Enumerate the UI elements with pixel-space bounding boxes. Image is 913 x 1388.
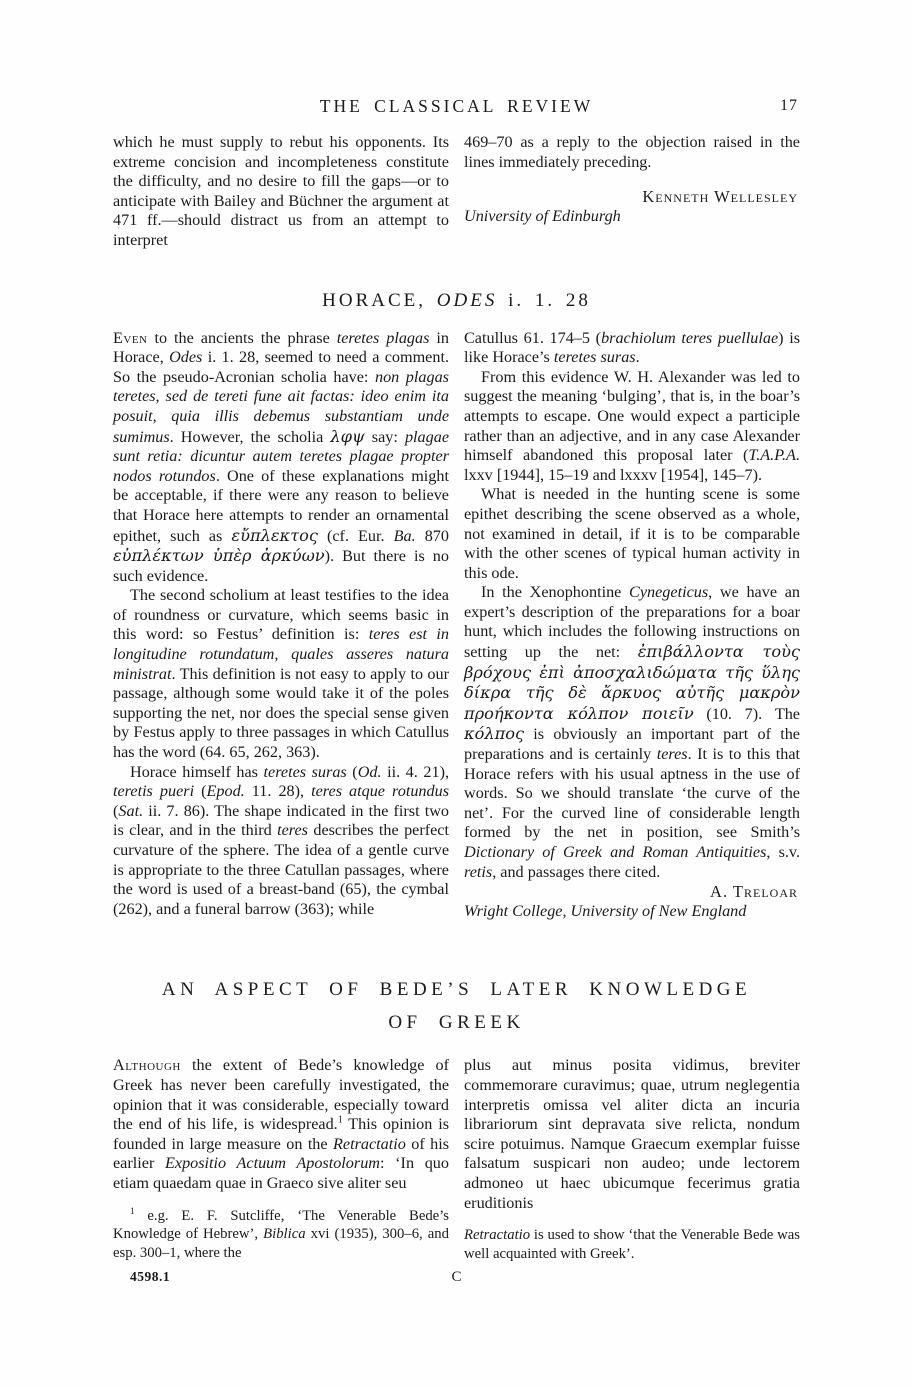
bede-left-column bbox=[113, 1056, 449, 1263]
text-run: is used to show ‘that the Venerable Bede was well acquainted with Greek’. bbox=[464, 1227, 800, 1262]
horace-paragraph-2 bbox=[113, 586, 449, 762]
wellesley-paragraph-left: which he must supply to rebut his opponents. Its extreme concision and incompleteness constitute the difficulty, and no desire to fill the gaps—or to anticipate with Bailey and Büchner the argument at 471 ff.—should distract us from an attempt to interpret bbox=[113, 133, 449, 249]
text-run: xvi (1935), 300–6, and esp. 300–1, where the bbox=[113, 1226, 449, 1261]
text-run: i. 1. 28, seemed to need a comment. So the pseudo-Acronian scholia have: bbox=[113, 348, 449, 386]
bede-paragraph-2: plus aut minus posita vidimus, breviter commemorare curavimus; quae, utrum neglegentia interpretis omissa vel aliter dicta an incuria librariorum sint depravata sive relicta, nondum scire potuimus. Namque Graecum exemplar fuisse falsatum suspicari non audeo; unde lectorem admoneo ut haec ubicumque fecerimus gratia eruditionis bbox=[464, 1056, 800, 1212]
text-run: to the ancients the phrase bbox=[147, 328, 337, 347]
print-signature: 4598.1 bbox=[130, 1268, 171, 1284]
horace-article-title bbox=[113, 290, 800, 312]
text-run: i. 1. 28 bbox=[497, 289, 591, 311]
text-run: 870 bbox=[415, 526, 449, 545]
text-run: , and passages there cited. bbox=[492, 862, 661, 881]
text-run: . bbox=[635, 348, 640, 367]
text-run: The second scholium at least testifies to the idea of roundness or curvature, which seems basic in this word: so Festus’ definition is: bbox=[113, 586, 449, 644]
text-run: 1 bbox=[337, 1114, 343, 1126]
text-run: . This definition is not easy to apply to our passage, although some would take it of the poles supporting the net, nor does the special sense given by Festus apply to three passages in which Catullus has the word (64. 65, 262, 363). bbox=[113, 664, 449, 762]
text-run: . However, the scholia bbox=[169, 427, 331, 446]
text-run: What is needed in the hunting scene is some epithet describing the scene observed as a whole, not examined in detail, if it is to be comparable with the other scenes of typical human activity in this ode. bbox=[464, 485, 800, 582]
text-run: Dictionary of Greek and Roman Antiquities bbox=[464, 843, 767, 861]
text-run: Retractatio bbox=[464, 1227, 531, 1244]
text-run: ( bbox=[346, 762, 358, 781]
text-run: In the Xenophontine bbox=[481, 583, 630, 602]
page-number: 17 bbox=[780, 97, 798, 114]
text-run: εὐπλέκτων ὑπὲρ ἀρκύων bbox=[113, 546, 325, 566]
text-run: From this evidence W. H. Alexander was led to suggest the meaning ‘bulging’, that is, in the boar’s attempts to escape. One would expect a participle rather than an adjective, and in any case Alexander himself abandoned this proposal later ( bbox=[464, 367, 800, 465]
text-run: teres est in longitudine rotundatum, quales asseres natura ministrat bbox=[113, 625, 449, 683]
text-run: of his earlier bbox=[113, 1134, 450, 1173]
text-run: lxxv [1944], 15–19 and lxxxv [1954], 145–7). bbox=[464, 465, 763, 484]
text-run: 1 bbox=[130, 1205, 135, 1216]
text-run: (10. 7). The bbox=[693, 704, 800, 723]
text-run: Odes bbox=[169, 348, 203, 367]
text-run: Sat. bbox=[118, 801, 144, 820]
text-run: Horace himself has bbox=[130, 762, 264, 781]
journal-title: THE CLASSICAL REVIEW bbox=[319, 96, 594, 116]
text-run: HORACE, bbox=[322, 289, 437, 311]
horace-article-body bbox=[113, 329, 800, 922]
wellesley-paragraph-right: 469–70 as a reply to the objection raised in the lines immediately preceding. bbox=[464, 133, 800, 171]
text-run: teretes suras bbox=[263, 762, 347, 781]
text-run: . It is to this that Horace refers with his usual aptness in the use of words. So we should translate ‘the curve of the net’. For the curved line of considerable length formed by the net in position, see Smith’s bbox=[464, 745, 800, 842]
bede-title-line2: OF GREEK bbox=[388, 1012, 525, 1034]
text-run: Biblica bbox=[263, 1226, 306, 1243]
text-run: Epod. bbox=[206, 782, 245, 801]
text-run: Od. bbox=[357, 762, 382, 781]
text-run: Cynegeticus bbox=[629, 583, 709, 602]
text-run: κόλπος bbox=[464, 724, 525, 744]
page-footer bbox=[113, 1269, 800, 1289]
text-run: Although bbox=[113, 1056, 181, 1075]
bede-article bbox=[113, 973, 800, 1263]
wellesley-article-end bbox=[113, 133, 800, 251]
text-run: : ‘In quo etiam quaedam quae in Graeco sive aliter seu bbox=[113, 1154, 449, 1192]
text-run: Expositio Actuum Apostolorum bbox=[165, 1154, 380, 1173]
horace-paragraph-5 bbox=[464, 368, 800, 486]
text-run: non plagas teretes, sed de tereti fune ait factas: ideo enim ita posuit, quia illis debemus substantiam unde sumimus bbox=[113, 367, 449, 446]
wellesley-right-column bbox=[464, 133, 800, 251]
text-run: ODES bbox=[436, 289, 498, 311]
text-run: ( bbox=[194, 782, 207, 801]
horace-article bbox=[113, 290, 800, 922]
text-run: describes the perfect curvature of the sphere. The idea of a gentle curve is appropriate to the three Catullan passages, where the word is used of a breast-band (65), the cymbal (262), and a funeral barrow (363); while bbox=[113, 821, 449, 918]
text-run: Ba. bbox=[393, 526, 416, 545]
text-run: Catullus 61. 174–5 ( bbox=[464, 328, 602, 347]
bede-footnote-left bbox=[113, 1207, 449, 1263]
text-run: teres bbox=[656, 745, 688, 764]
bede-article-title bbox=[113, 973, 800, 1039]
author-signature-wellesley: Kenneth Wellesley bbox=[642, 187, 798, 207]
text-run: plagae sunt retia: dicuntur autem teretes plagae propter nodos rotundos bbox=[113, 427, 450, 485]
bede-right-column bbox=[464, 1056, 800, 1263]
text-run: ii. 7. 86). The shape indicated in the first two is clear, and in the third bbox=[113, 801, 449, 840]
horace-paragraph-3 bbox=[113, 763, 449, 920]
text-run: εὔπλεκτος bbox=[231, 525, 318, 545]
text-run: ἐπιβάλλοντα τοὺς βρόχους ἐπὶ ἀποσχαλιδώματα τῆς ὕλης δίκρα τῆς δὲ ἄρκυος αὐτῆς μακρὸν προήκοντα κόλπον ποιεῖν bbox=[464, 642, 800, 723]
text-run: is obviously an important part of the preparations and is certainly bbox=[464, 725, 800, 764]
text-run: teres bbox=[277, 821, 308, 840]
text-run: , we have an expert’s description of the preparations for a boar hunt, which includes the following instructions on setting up the net: bbox=[464, 583, 800, 662]
text-run: This opinion is founded in large measure on the bbox=[113, 1115, 449, 1153]
bede-footnote-right bbox=[464, 1226, 800, 1263]
bede-paragraph-1 bbox=[113, 1056, 449, 1193]
text-run: Even bbox=[113, 328, 148, 347]
horace-right-column bbox=[464, 329, 800, 922]
press-mark: C bbox=[451, 1268, 462, 1285]
author-affiliation-wellesley: University of Edinburgh bbox=[464, 206, 621, 225]
text-run: teretes suras bbox=[553, 348, 636, 367]
journal-header bbox=[113, 96, 800, 120]
horace-paragraph-4 bbox=[464, 329, 800, 368]
text-run: . One of these explanations might be acceptable, if there were any reason to believe that Horace here attempts to render an ornamental epithet, such as bbox=[113, 466, 449, 545]
text-run: in Horace, bbox=[113, 328, 449, 367]
text-run: ). But there is no such evidence. bbox=[113, 547, 449, 585]
text-run: ( bbox=[113, 801, 119, 820]
text-run: 11. 28), bbox=[244, 782, 312, 801]
horace-left-column bbox=[113, 329, 449, 922]
text-run: ii. 4. 21), bbox=[381, 762, 450, 781]
text-run: , s.v. bbox=[766, 843, 801, 861]
text-run: e.g. E. F. Sutcliffe, ‘The Venerable Bede’s Knowledge of Hebrew’, bbox=[113, 1207, 449, 1243]
author-affiliation-treloar: Wright College, University of New England bbox=[464, 901, 747, 920]
text-run: T.A.P.A. bbox=[748, 446, 800, 465]
bede-title-line1: AN ASPECT OF BEDE’S LATER KNOWLEDGE bbox=[161, 979, 752, 1001]
wellesley-left-column bbox=[113, 133, 449, 251]
text-run: brachiolum teres puellulae bbox=[601, 328, 779, 347]
text-run: say: bbox=[364, 427, 405, 446]
horace-paragraph-6 bbox=[464, 485, 800, 583]
horace-paragraph-1 bbox=[113, 329, 449, 587]
text-run: (cf. Eur. bbox=[317, 526, 394, 545]
horace-paragraph-7 bbox=[464, 583, 800, 882]
text-run: λφψ bbox=[330, 426, 365, 446]
text-run: teretis pueri bbox=[113, 782, 195, 801]
text-run: ) is like Horace’s bbox=[464, 328, 800, 367]
text-run: retis bbox=[464, 862, 493, 881]
text-run: teres atque rotundus bbox=[311, 782, 450, 801]
author-signature-treloar: A. Treloar bbox=[710, 882, 798, 902]
text-run: teretes plagas bbox=[336, 328, 430, 347]
bede-article-body bbox=[113, 1056, 800, 1263]
text-run: the extent of Bede’s knowledge of Greek has never been carefully investigated, the opinion that it was considerable, especially toward the end of his life, is widespread. bbox=[113, 1056, 449, 1134]
text-run: Retractatio bbox=[333, 1134, 406, 1153]
